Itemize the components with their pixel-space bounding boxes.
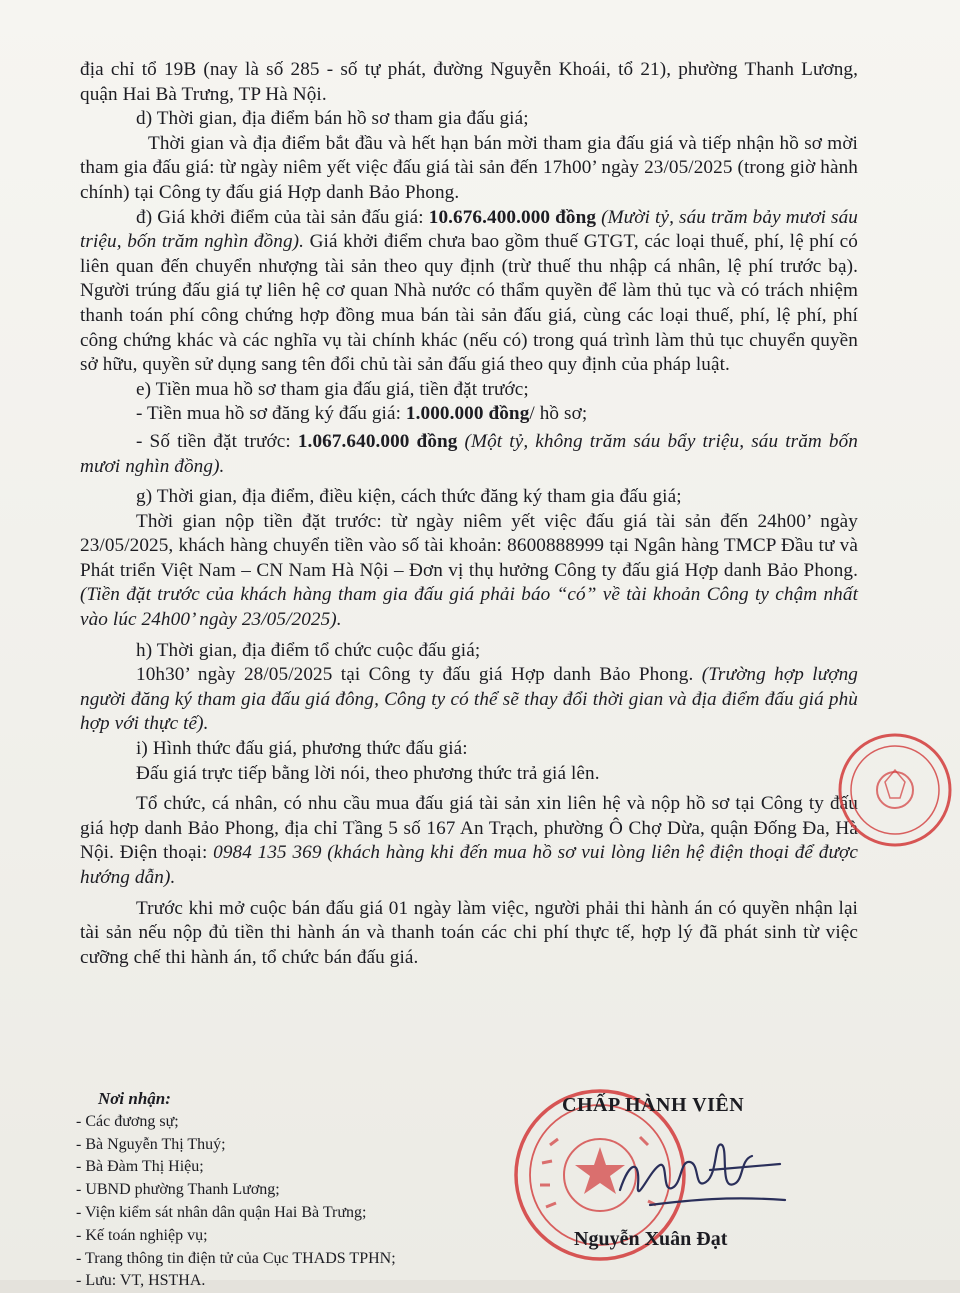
recipient-item: - UBND phường Thanh Lương; [76, 1181, 280, 1199]
section-h-text: 10h30’ ngày 28/05/2025 tại Công ty đấu giá Hợp danh Bảo Phong. [136, 664, 694, 686]
recipients-list [76, 1111, 496, 1293]
recipients-heading: Nơi nhận: [98, 1089, 171, 1108]
section-g-paragraph [80, 510, 858, 633]
starting-price: 10.676.400.000 đồng [428, 206, 597, 228]
contact-phone-note: 0984 135 369 (khách hàng khi đến mua hồ sơ vui lòng liên hệ điện thoại để được hướng dẫn). [80, 842, 858, 888]
section-i-heading: i) Hình thức đấu giá, phương thức đấu giá: [136, 738, 468, 760]
document-fee-unit: / hồ sơ; [529, 403, 588, 425]
section-h-heading: h) Thời gian, địa điểm tổ chức cuộc đấu giá; [136, 639, 481, 661]
section-e-heading: e) Tiền mua hồ sơ tham gia đấu giá, tiền đặt trước; [136, 378, 529, 400]
signer-title: CHẤP HÀNH VIÊN [562, 1094, 745, 1116]
document-fee-label: - Tiền mua hồ sơ đăng ký đấu giá: [136, 403, 406, 425]
signer-name: Nguyễn Xuân Đạt [574, 1228, 728, 1250]
recipient-item: - Viện kiểm sát nhân dân quận Hai Bà Trưng; [76, 1203, 367, 1221]
recipient-item: - Các đương sự; [76, 1112, 179, 1130]
section-d-heading: d) Thời gian, địa điểm bán hồ sơ tham gia đấu giá; [136, 108, 529, 130]
address-paragraph: địa chỉ tổ 19B (nay là số 285 - số tự phát, đường Nguyễn Khoái, tổ 21), phường Thanh Lương, quận Hai Bà Trưng, TP Hà Nội. [80, 59, 858, 105]
deposit-label: - Số tiền đặt trước: [136, 430, 298, 452]
section-h-note: (Trường hợp lượng người đăng ký tham gia đấu giá đông, Công ty có thể sẽ thay đổi thời gian và địa điểm đấu giá phù hợp với thực tế). [80, 664, 858, 735]
margin-seal-icon [830, 700, 960, 880]
signature-icon [610, 1130, 790, 1220]
contact-paragraph [80, 792, 858, 890]
starting-price-words: (Mười tỷ, sáu trăm bảy mươi sáu triệu, bốn trăm nghìn đồng). [80, 206, 858, 253]
document-body [80, 58, 858, 970]
deposit-amount: 1.067.640.000 đồng [297, 430, 458, 452]
recipient-item: - Kế toán nghiệp vụ; [76, 1226, 208, 1244]
section-dd-lead: đ) Giá khởi điểm của tài sản đấu giá: [136, 206, 429, 228]
document-fee-amount: 1.000.000 đồng [405, 403, 530, 425]
section-g-heading: g) Thời gian, địa điểm, điều kiện, cách thức đăng ký tham gia đấu giá; [136, 486, 682, 508]
section-dd-rest: Giá khởi điểm chưa bao gồm thuế GTGT, các loại thuế, phí, lệ phí có liên quan đến chuyển nhượng tài sản theo quy định (trừ thuế thu nhập cá nhân, lệ phí trước bạ). Người trúng đấu giá tự liên hệ cơ quan Nhà nước có thẩm quyền để làm thủ tục và có trách nhiệm thanh toán phí công chứng hợp đồng mua bán tài sản đấu giá, cùng các loại thuế, phí, lệ phí, phí công chứng khác và các nghĩa vụ tài chính khác (nếu có) trong quá trình làm thủ tục chuyển quyền sở hữu, quyền sử dụng sang tên đổi chủ tài sản đấu giá theo quy định của pháp luật. [80, 231, 858, 376]
recipients-block [76, 1088, 496, 1293]
recipient-item: - Bà Nguyễn Thị Thuý; [76, 1135, 226, 1153]
recipient-item: - Lưu: VT, HSTHA. [76, 1272, 206, 1290]
recipient-item: - Bà Đàm Thị Hiệu; [76, 1158, 204, 1176]
document-fee-line [80, 402, 858, 427]
deposit-words: (Một tỷ, không trăm sáu bẩy triệu, sáu trăm bốn mươi nghìn đồng). [80, 430, 858, 477]
recipient-item: - Trang thông tin điện tử của Cục THADS TPHN; [76, 1249, 396, 1267]
deposit-line [80, 430, 858, 479]
section-g-text: Thời gian nộp tiền đặt trước: từ ngày niêm yết việc đấu giá tài sản đến 24h00’ ngày 23/05/2025, khách hàng chuyển tiền vào số tài khoản: 8600888999 tại Ngân hàng TMCP Đầu tư và Phát triển Việt Nam – CN Nam Hà Nội – Đơn vị thụ hưởng Công ty đấu giá Hợp danh Bảo Phong. [80, 510, 858, 581]
section-d-text: Thời gian và địa điểm bắt đầu và hết hạn bán mời tham gia đấu giá và tiếp nhận hồ sơ mời tham gia đấu giá: từ ngày niêm yết việc đấu giá tài sản đến 17h00’ ngày 23/05/2025 (trong giờ hành chính) tại Công ty đấu giá Hợp danh Bảo Phong. [80, 132, 858, 203]
section-dd-paragraph [80, 206, 858, 378]
section-h-paragraph [80, 663, 858, 737]
final-paragraph: Trước khi mở cuộc bán đấu giá 01 ngày làm việc, người phải thi hành án có quyền nhận lại tài sản nếu nộp đủ tiền thi hành án và thanh toán các chi phí thực tế, hợp lý đã phát sinh từ việc cưỡng chế thi hành án, tổ chức bán đấu giá. [80, 897, 858, 968]
section-g-note: (Tiền đặt trước của khách hàng tham gia đấu giá phải báo “có” về tài khoản Công ty chậm nhất vào lúc 24h00’ ngày 23/05/2025). [80, 584, 858, 631]
contact-text: Tổ chức, cá nhân, có nhu cầu mua đấu giá tài sản xin liên hệ và nộp hồ sơ tại Công ty đấu giá hợp danh Bảo Phong, địa chỉ Tầng 5 số 167 An Trạch, phường Ô Chợ Dừa, quận Đống Đa, Hà Nội. Điện thoại: [80, 793, 858, 864]
section-i-text: Đấu giá trực tiếp bằng lời nói, theo phương thức trả giá lên. [136, 762, 600, 784]
